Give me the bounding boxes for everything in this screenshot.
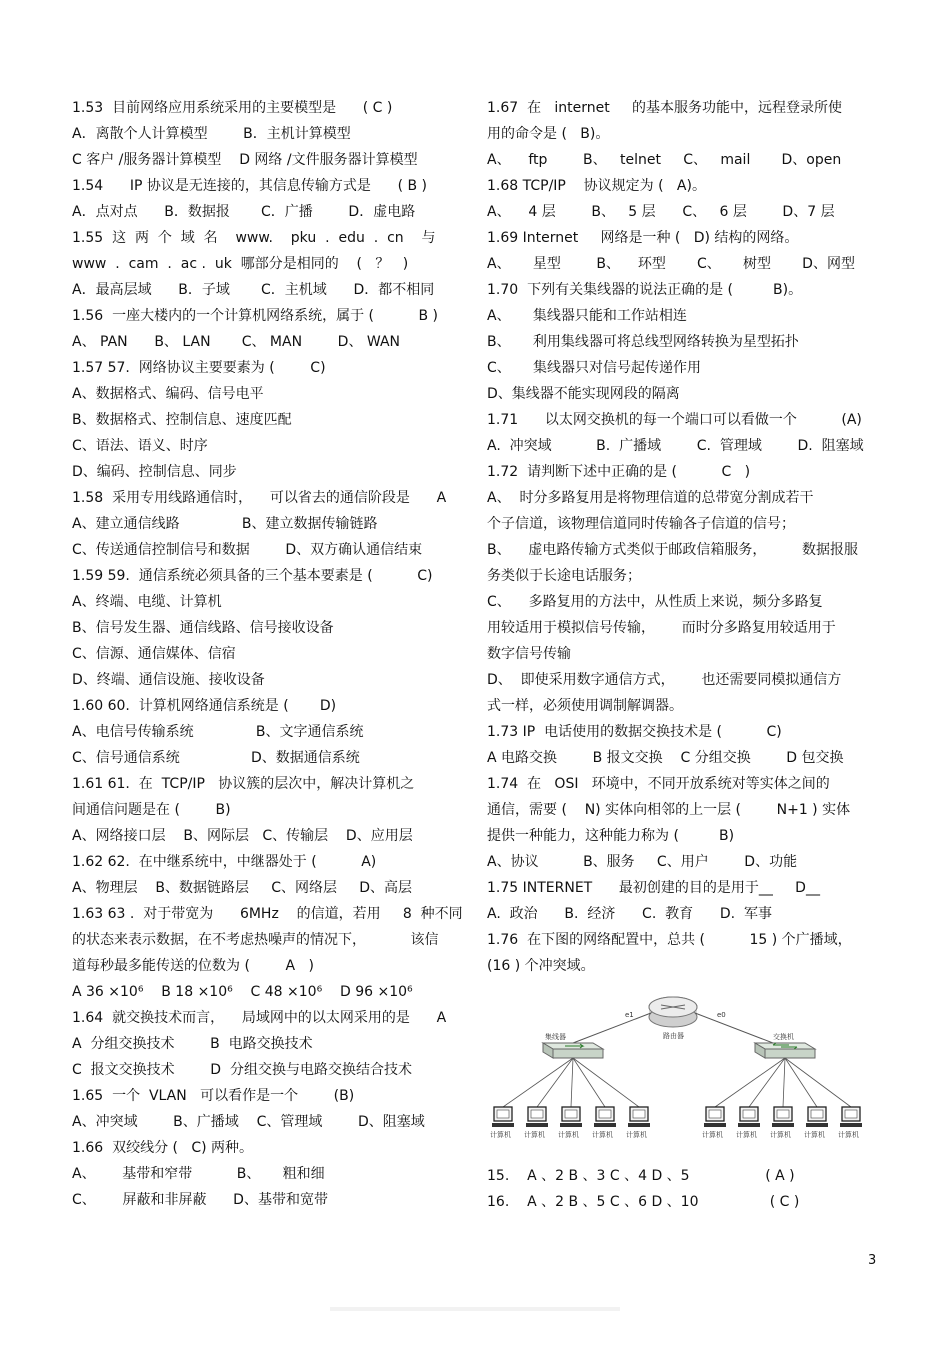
port-e1: e1 xyxy=(625,1011,634,1019)
text-line: 1.58 采用专用线路通信时， 可以省去的通信阶段是 A xyxy=(72,490,447,506)
computer-label: 计算机 xyxy=(736,1131,757,1139)
text-line: 1.66 双绞线分 ( C) 两种。 xyxy=(72,1140,254,1156)
text-line: B、 虚电路传输方式类似于邮政信箱服务， 数据报服 xyxy=(487,542,859,558)
page-number: 3 xyxy=(868,1253,877,1268)
text-line: A、终端、电缆、计算机 xyxy=(72,594,222,610)
computer-label: 计算机 xyxy=(838,1131,859,1139)
text-line: A、冲突域 B、广播域 C、管理域 D、阻塞域 xyxy=(72,1114,425,1130)
computer-label: 计算机 xyxy=(592,1131,613,1139)
text-line: 1.64 就交换技术而言， 局域网中的以太网采用的是 A xyxy=(72,1010,447,1026)
text-line: 1.76 在下图的网络配置中，总共 ( 15 ) 个广播域， xyxy=(487,932,852,948)
answer-line: 15. A 、2 B 、3 C 、4 D 、5 ( A ) xyxy=(487,1168,795,1184)
text-line: 1.71 以太网交换机的每一个端口可以看做一个 (A) xyxy=(487,412,862,428)
text-line: A、 ftp B、 telnet C、 mail D、open xyxy=(487,152,842,168)
text-line: 通信，需要 ( N) 实体向相邻的上一层 ( N+1 ) 实体 xyxy=(487,802,851,818)
text-line: 间通信问题是在 ( B) xyxy=(72,802,231,818)
text-line: 式一样，必须使用调制解调器。 xyxy=(487,698,683,714)
text-line: B、信号发生器、通信线路、信号接收设备 xyxy=(72,620,334,636)
text-line: A、协议 B、服务 C、用户 D、功能 xyxy=(487,854,798,870)
text-line: D、集线器不能实现网段的隔离 xyxy=(487,386,680,402)
text-line: 1.53 目前网络应用系统采用的主要模型是 ( C ) xyxy=(72,100,393,116)
text-line: B、 利用集线器可将总线型网络转换为星型拓扑 xyxy=(487,334,799,350)
switch-icon xyxy=(755,1043,815,1058)
computer-label: 计算机 xyxy=(490,1131,511,1139)
text-line: 数字信号传输 xyxy=(487,646,571,662)
text-line: A．离散个人计算模型 B．主机计算模型 xyxy=(72,126,351,142)
text-line: B、数据格式、控制信息、速度匹配 xyxy=(72,412,292,428)
text-line: A．点对点 B．数据报 C．广播 D．虚电路 xyxy=(72,204,416,220)
text-line: C、信号通信系统 D、数据通信系统 xyxy=(72,750,360,766)
text-line: 个子信道，该物理信道同时传输各子信道的信号； xyxy=(487,516,795,532)
computer-label: 计算机 xyxy=(626,1131,647,1139)
computer-label: 计算机 xyxy=(558,1131,579,1139)
text-line: C、 多路复用的方法中，从性质上来说，频分多路复 xyxy=(487,594,823,610)
computer-icon xyxy=(770,1058,794,1139)
text-line: A、 4 层 B、 5 层 C、 6 层 D、7 层 xyxy=(487,204,835,220)
text-line: C、语法、语义、时序 xyxy=(72,438,208,454)
text-line: 1.72 请判断下述中正确的是 ( C ) xyxy=(487,464,751,480)
text-line: A、网络接口层 B、网际层 C、传输层 D、应用层 xyxy=(72,828,413,844)
hub-icon xyxy=(543,1043,603,1058)
text-line: A、 PAN B、 LAN C、 MAN D、 WAN xyxy=(72,334,401,350)
router-icon xyxy=(649,997,697,1027)
text-line: 1.67 在 internet 的基本服务功能中，远程登录所使 xyxy=(487,100,843,116)
text-line: 1.68 TCP/IP 协议规定为 ( A)。 xyxy=(487,178,706,194)
text-line: D、 即使采用数字通信方式， 也还需要同模拟通信方 xyxy=(487,672,842,688)
text-line: A 36 ×10⁶ B 18 ×10⁶ C 48 ×10⁶ D 96 ×10⁶ xyxy=(72,984,413,1000)
text-line: A、数据格式、编码、信号电平 xyxy=(72,386,264,402)
text-line: A 分组交换技术 B 电路交换技术 xyxy=(72,1036,313,1052)
text-line: 1.60 60. 计算机网络通信系统是 ( D) xyxy=(72,698,337,714)
text-line: (16 ) 个冲突域。 xyxy=(487,958,595,974)
text-line: 1.54 IP 协议是无连接的，其信息传输方式是 ( B ) xyxy=(72,178,428,194)
router-label: 路由器 xyxy=(663,1032,684,1040)
text-line: A 电路交换 B 报文交换 C 分组交换 D 包交换 xyxy=(487,750,844,766)
text-line: C 报文交换技术 D 分组交换与电路交换结合技术 xyxy=(72,1062,412,1078)
text-line: A、建立通信线路 B、建立数据传输链路 xyxy=(72,516,378,532)
footer-strip xyxy=(330,1307,620,1311)
text-line: D、终端、通信设施、接收设备 xyxy=(72,672,265,688)
text-line: 1.55 这 两 个 域 名 www. pku . edu . cn 与 xyxy=(72,230,436,246)
computer-label: 计算机 xyxy=(702,1131,723,1139)
text-line: A、电信号传输系统 B、文字通信系统 xyxy=(72,724,364,740)
left-column xyxy=(72,95,463,1213)
switch-label: 交换机 xyxy=(773,1033,794,1041)
computer-label: 计算机 xyxy=(770,1131,791,1139)
text-line: A、 集线器只能和工作站相连 xyxy=(487,308,687,324)
text-line: C、 集线器只对信号起传递作用 xyxy=(487,360,702,376)
text-line: www . cam . ac . uk 哪部分是相同的 ( ？ ) xyxy=(72,256,409,272)
text-line: 1.63 63 . 对于带宽为 6MHz 的信道，若用 8 种不同 xyxy=(72,906,463,922)
text-line: 1.59 59. 通信系统必须具备的三个基本要素是 ( C) xyxy=(72,568,433,584)
text-line: A. 冲突域 B. 广播域 C. 管理域 D. 阻塞域 xyxy=(487,438,864,454)
text-line: 1.70 下列有关集线器的说法正确的是 ( B)。 xyxy=(487,282,803,298)
text-line: 1.73 IP 电话使用的数据交换技术是 ( C) xyxy=(487,724,782,740)
network-diagram xyxy=(485,985,870,1145)
text-line: C、信源、通信媒体、信宿 xyxy=(72,646,236,662)
hub-label: 集线器 xyxy=(545,1033,566,1041)
text-line: 1.61 61. 在 TCP/IP 协议簇的层次中，解决计算机之 xyxy=(72,776,415,792)
answer-line: 16. A 、2 B 、5 C 、6 D 、10 ( C ) xyxy=(487,1194,800,1210)
text-line: A、 基带和窄带 B、 粗和细 xyxy=(72,1166,325,1182)
text-line: 1.75 INTERNET 最初创建的目的是用于__ D__ xyxy=(487,880,820,896)
text-line: 的状态来表示数据，在不考虑热噪声的情况下， 该信 xyxy=(72,932,439,948)
text-line: 1.74 在 OSI 环境中，不同开放系统对等实体之间的 xyxy=(487,776,830,792)
text-line: A. 政治 B. 经济 C. 教育 D. 军事 xyxy=(487,906,772,922)
text-line: 提供一种能力，这种能力称为 ( B) xyxy=(487,828,735,844)
text-line: 用的命令是 ( B)。 xyxy=(487,126,610,142)
text-line: 1.56 一座大楼内的一个计算机网络系统，属于 ( B ) xyxy=(72,308,439,324)
computer-icon xyxy=(558,1058,582,1139)
computer-label: 计算机 xyxy=(804,1131,825,1139)
text-line: 1.62 62. 在中继系统中，中继器处于 ( A) xyxy=(72,854,377,870)
text-line: D、编码、控制信息、同步 xyxy=(72,464,237,480)
port-e0: e0 xyxy=(717,1011,726,1019)
text-line: A．最高层域 B．子域 C．主机域 D．都不相同 xyxy=(72,282,435,298)
text-line: 1.65 一个 VLAN 可以看作是一个 (B) xyxy=(72,1088,355,1104)
text-line: 1.57 57. 网络协议主要要素为 ( C) xyxy=(72,360,326,376)
text-line: C、传送通信控制信号和数据 D、双方确认通信结束 xyxy=(72,542,423,558)
computer-label: 计算机 xyxy=(524,1131,545,1139)
text-line: C、 屏蔽和非屏蔽 D、基带和宽带 xyxy=(72,1192,328,1208)
text-line: A、 时分多路复用是将物理信道的总带宽分割成若干 xyxy=(487,490,814,506)
text-line: 道每秒最多能传送的位数为 ( A ) xyxy=(72,958,314,974)
text-line: C 客户 /服务器计算模型 D 网络 /文件服务器计算模型 xyxy=(72,152,418,168)
right-column xyxy=(487,95,872,979)
text-line: A、物理层 B、数据链路层 C、网络层 D、高层 xyxy=(72,880,413,896)
text-line: 务类似于长途电话服务； xyxy=(487,568,641,584)
text-line: 1.69 Internet 网络是一种 ( D) 结构的网络。 xyxy=(487,230,799,246)
text-line: 用较适用于模拟信号传输， 而时分多路复用较适用于 xyxy=(487,620,836,636)
text-line: A、 星型 B、 环型 C、 树型 D、网型 xyxy=(487,256,855,272)
